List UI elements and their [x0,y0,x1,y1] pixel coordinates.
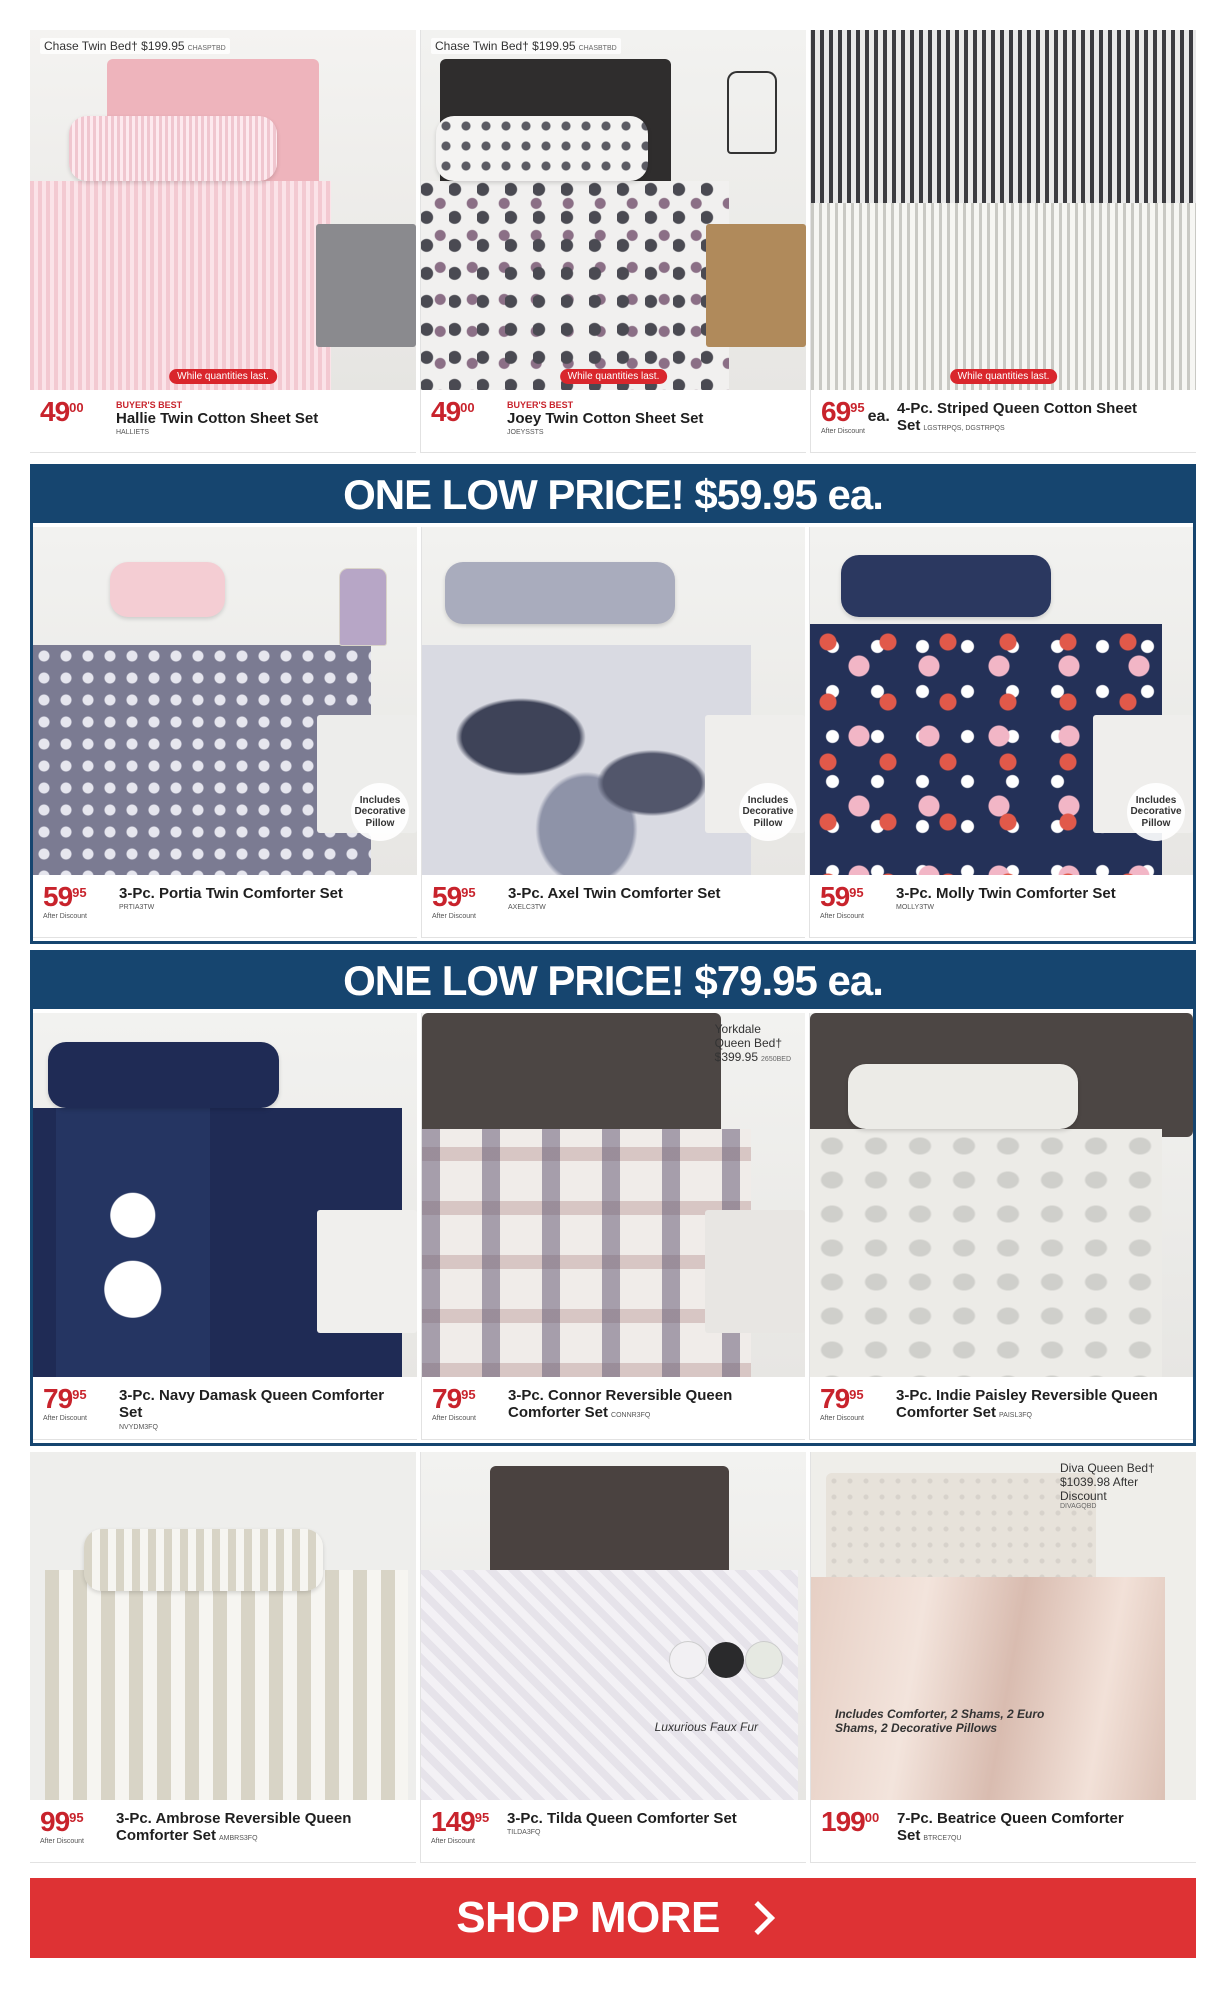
wood-nightstand [706,224,806,346]
bed-label: Chase Twin Bed† $199.95 CHASBTBD [431,38,621,54]
sku: PRTIA3TW [119,904,155,912]
satin-comforter [811,1577,1165,1800]
sku: AXELC3TW [508,904,546,912]
after-discount-label: After Discount [821,428,865,435]
product-name[interactable]: Joey Twin Cotton Sheet Set [507,410,704,427]
quantities-badge: While quantities last. [950,369,1058,384]
twin-comforter-section [30,464,1196,944]
product-description [897,1808,1186,1854]
price: $99^{95}$ [40,1806,84,1837]
price-block [820,883,884,929]
product-description [116,1808,406,1854]
striped-comforter [45,1570,408,1800]
chevron-right-icon [741,1901,775,1935]
price: $199^{00}$ [821,1806,880,1837]
after-discount-label: After Discount [40,1838,84,1845]
sku: NVYDM3FQ [119,1423,158,1431]
sku: CONNR3FQ [611,1412,651,1420]
price: $79^{95}$ [432,1383,476,1414]
product-info [811,1800,1196,1862]
pink-pillow [110,562,225,618]
price-block [821,1808,885,1854]
sku: AMBRS3FQ [219,1835,258,1843]
product-description [116,398,318,444]
product-info [810,875,1193,937]
product-name[interactable]: Hallie Twin Cotton Sheet Set [116,410,319,427]
product-card-axel[interactable] [421,527,805,938]
product-card-indie[interactable] [809,1013,1193,1440]
cage-lamp-image [729,73,775,152]
product-name[interactable]: 3-Pc. Molly Twin Comforter Set [896,885,1116,902]
quantities-badge: While quantities last. [169,369,277,384]
product-photo[interactable] [30,30,416,390]
bed-label: Diva Queen Bed† $1039.98 After Discount DIVAGQBD [1060,1461,1155,1510]
light-striped-sheets [811,203,1196,390]
product-name[interactable]: 3-Pc. Ambrose Reversible Queen Comforter Set AMBRS3FQ [116,1810,352,1845]
banner-text: ONE LOW PRICE! $79.95 ea. [343,957,883,1004]
product-name[interactable]: 3-Pc. Tilda Queen Comforter Set [507,1810,737,1827]
product-photo[interactable] [33,1013,417,1377]
low-price-banner [33,467,1193,523]
abstract-comforter [422,645,751,875]
product-photo[interactable] [33,527,417,875]
product-photo[interactable] [810,1013,1193,1377]
brand-label: BUYER'S BEST [507,400,574,410]
damask-panel [56,1108,210,1377]
product-name[interactable]: 4-Pc. Striped Queen Cotton Sheet Set LGSTRPQS, DGSTRPQS [897,400,1138,435]
price-block [432,883,496,929]
nightstand-image [317,1210,417,1334]
shop-more-label: SHOP MORE [456,1893,720,1942]
includes-note: Includes Comforter, 2 Shams, 2 Euro Shams, 2 Decorative Pillows [835,1707,1045,1735]
product-name[interactable]: 3-Pc. Connor Reversible Queen Comforter Set CONNR3FQ [508,1387,733,1422]
paisley-comforter [810,1129,1162,1377]
price: $149^{95}$ [431,1806,490,1837]
after-discount-label: After Discount [43,1415,87,1422]
price-block [820,1385,884,1431]
sku: LGSTRPQS, DGSTRPQS [923,425,1005,433]
product-description [119,883,343,929]
shop-more-button[interactable] [30,1878,1196,1958]
pillow-image [848,1064,1078,1130]
product-name[interactable]: 3-Pc. Axel Twin Comforter Set [508,885,721,902]
product-description [119,1385,407,1431]
banner-text: ONE LOW PRICE! $59.95 ea. [343,471,883,518]
brand-label: BUYER'S BEST [116,400,183,410]
product-photo[interactable] [30,1452,416,1800]
product-name[interactable]: 3-Pc. Navy Damask Queen Comforter Set [119,1387,385,1422]
product-name[interactable]: 3-Pc. Indie Paisley Reversible Queen Comforter Set PAISL3FQ [896,1387,1158,1422]
pillow-image [48,1042,278,1108]
product-info [422,875,805,937]
price: $49^{00}$ [40,396,84,427]
price-block [43,1385,107,1431]
product-description [896,1385,1183,1431]
bed-label: Chase Twin Bed† $199.95 CHASPTBD [40,38,230,54]
product-photo[interactable] [422,1013,805,1377]
dark-headboard [490,1466,729,1584]
product-info [33,1377,417,1439]
product-photo[interactable] [421,30,806,390]
product-card-connor[interactable] [421,1013,805,1440]
product-description [507,1808,737,1854]
sku: HALLIETS [116,429,150,437]
product-card-hallie[interactable] [30,30,416,453]
decorative-pillow-badge: Includes Decorative Pillow [1127,783,1185,841]
product-card-molly[interactable] [809,527,1193,938]
dark-headboard [422,1013,721,1137]
white-swatch[interactable] [670,1642,706,1678]
sku: TILDA3FQ [507,1829,541,1837]
after-discount-label: After Discount [820,913,864,920]
product-photo[interactable] [810,527,1193,875]
price-block [431,1808,495,1854]
product-info [811,390,1196,452]
queen-comforters-row [33,1013,1193,1440]
price-block [432,1385,496,1431]
product-card-joey[interactable] [420,30,806,453]
low-price-banner [33,953,1193,1009]
product-info [33,875,417,937]
twin-comforters-row [33,527,1193,938]
pink-striped-sheets [30,181,331,390]
price-block [431,398,495,444]
product-name[interactable]: 7-Pc. Beatrice Queen Comforter Set BTRCE7QU [897,1810,1124,1845]
queen-comforter-section [30,950,1196,1446]
product-description [508,883,721,929]
quantities-badge: While quantities last. [560,369,668,384]
product-name[interactable]: 3-Pc. Portia Twin Comforter Set [119,885,343,902]
nightstand-image [705,1210,805,1334]
faux-fur-comforter [421,1570,798,1800]
pillow-image [445,562,675,625]
after-discount-label: After Discount [43,913,87,920]
price: $79^{95}$ [820,1383,864,1414]
sku: JOEYSSTS [507,429,544,437]
product-card-striped-sheets[interactable] [810,30,1196,453]
sku: BTRCE7QU [923,1835,962,1843]
product-info [810,1377,1193,1439]
price: $49^{00}$ [431,396,475,427]
product-photo[interactable] [811,1452,1196,1800]
product-description [507,398,703,444]
product-card-tilda[interactable] [420,1452,806,1863]
bed-label: Yorkdale Queen Bed† $399.95 2650BED [714,1022,791,1064]
pillow-image [84,1529,323,1592]
product-description [896,883,1116,929]
sku: PAISL3FQ [999,1412,1032,1420]
product-info [30,390,416,452]
product-description [508,1385,795,1431]
sku: MOLLY3TW [896,904,934,912]
decorative-pillow-badge: Includes Decorative Pillow [351,783,409,841]
product-card-navy-damask[interactable] [33,1013,417,1440]
price-block [40,398,104,444]
product-info [421,390,806,452]
price: $59^{95}$ [820,881,864,912]
product-card-beatrice[interactable] [810,1452,1196,1863]
price: $69^{95}ea$. [821,396,890,427]
lamp-image [340,569,386,646]
after-discount-label: After Discount [820,1415,864,1422]
after-discount-label: After Discount [432,913,476,920]
price: $59^{95}$ [43,881,87,912]
price: $79^{95}$ [43,1383,87,1414]
decorative-pillow-badge: Includes Decorative Pillow [739,783,797,841]
pillow-image [841,555,1052,618]
product-photo[interactable] [421,1452,806,1800]
product-info [421,1800,806,1862]
color-swatches [670,1642,782,1678]
queen-comforters-row-2 [30,1452,1196,1863]
product-card-portia[interactable] [33,527,417,938]
pillow-image [436,116,648,181]
price: $59^{95}$ [432,881,476,912]
nightstand-image [316,224,416,346]
product-photo[interactable] [811,30,1196,390]
price-block [40,1808,104,1854]
product-card-ambrose[interactable] [30,1452,416,1863]
black-swatch[interactable] [708,1642,744,1678]
price-block [821,396,890,444]
sheet-sets-row [30,30,1196,453]
product-info [30,1800,416,1862]
patterned-sheets [421,181,729,390]
faux-fur-note: Luxurious Faux Fur [654,1720,758,1734]
after-discount-label: After Discount [432,1415,476,1422]
product-description [897,398,1186,444]
dark-striped-sheets [811,30,1196,203]
product-photo[interactable] [422,527,805,875]
plaid-comforter [422,1129,751,1377]
price-block [43,883,107,929]
product-info [422,1377,805,1439]
pillow-image [69,116,277,181]
sage-swatch[interactable] [746,1642,782,1678]
after-discount-label: After Discount [431,1838,475,1845]
